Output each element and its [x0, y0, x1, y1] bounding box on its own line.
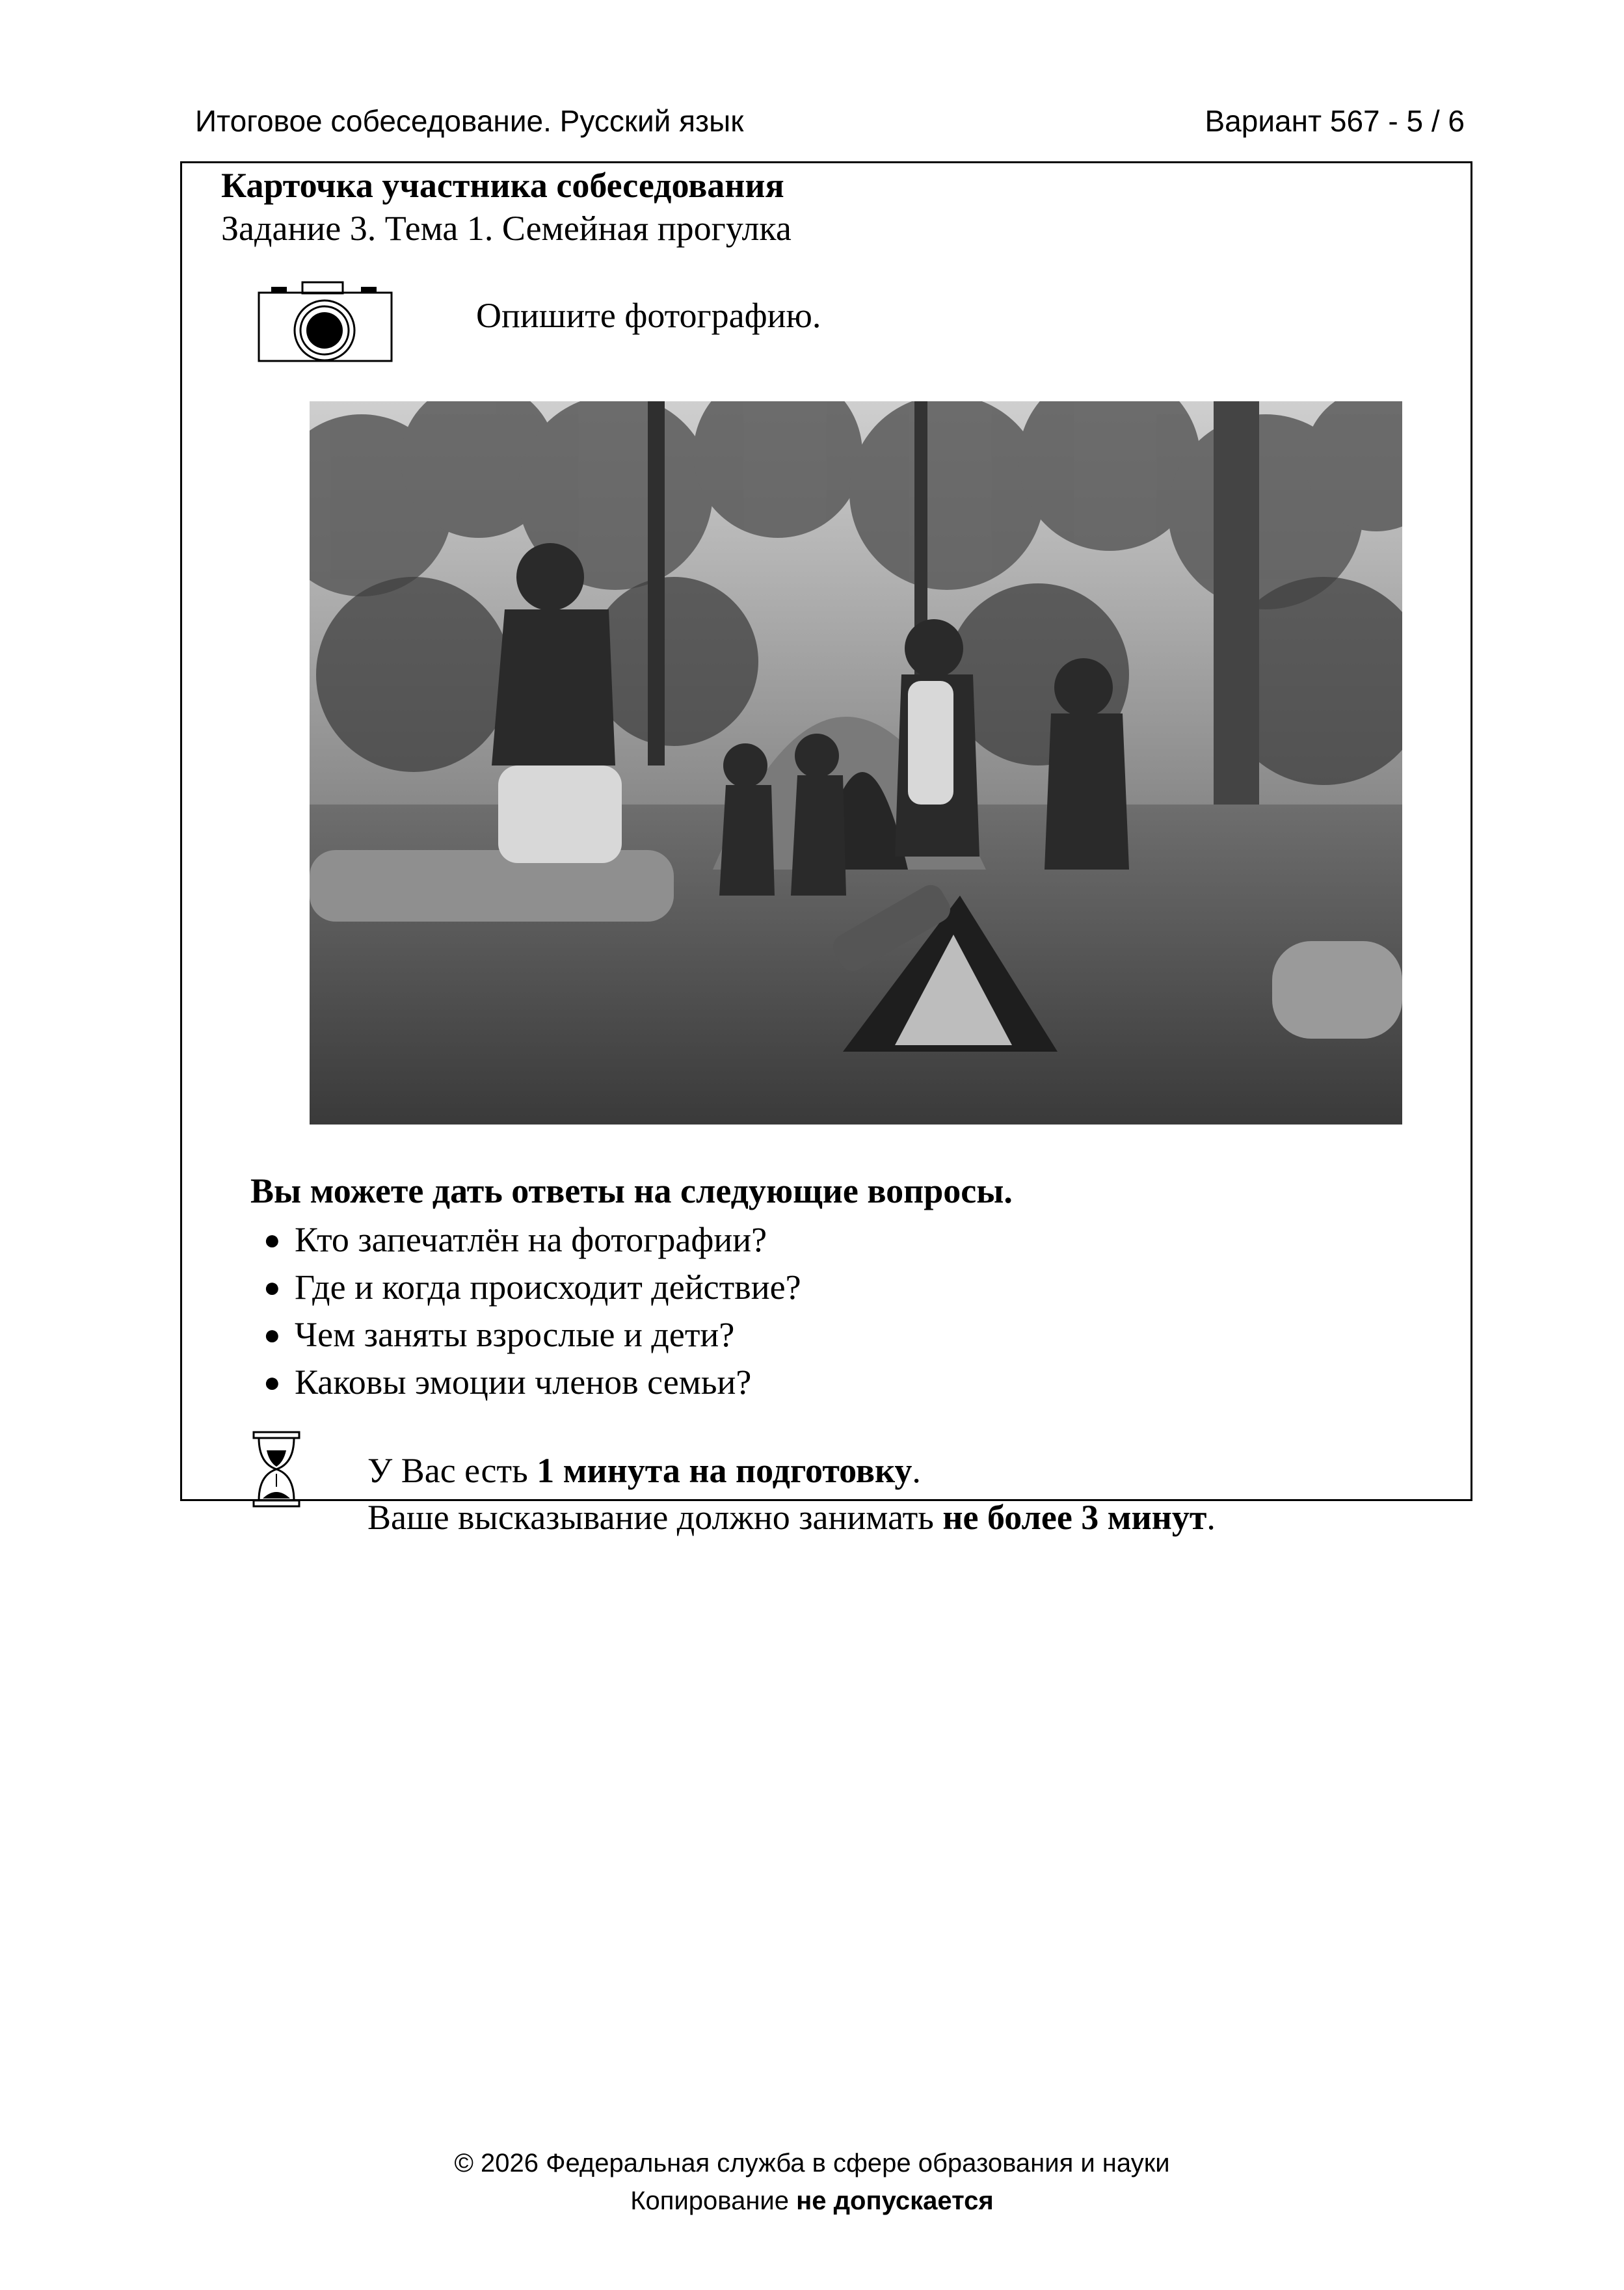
prep-time-value: 1 минута на подготовку: [537, 1451, 912, 1490]
bullet-icon: ●: [263, 1366, 281, 1398]
prep-time-text: [367, 1449, 921, 1492]
footer-copy-notice: [0, 2184, 1624, 2218]
footer-copy-prefix: Копирование: [630, 2187, 797, 2215]
instruction-text: Опишите фотографию.: [476, 296, 821, 335]
bullet-icon: ●: [263, 1319, 281, 1351]
question-item: [263, 1311, 801, 1359]
bullet-icon: ●: [263, 1271, 281, 1303]
question-text: Где и когда происходит действие?: [295, 1268, 801, 1307]
header-variant: Вариант 567 - 5 / 6: [1205, 104, 1465, 138]
header-title: Итоговое собеседование. Русский язык: [195, 104, 744, 138]
footer-copy-bold: не допускается: [796, 2187, 994, 2215]
speech-time-value: не более 3 минут: [942, 1498, 1207, 1537]
card-subtitle: Задание 3. Тема 1. Семейная прогулка: [221, 209, 792, 248]
question-text: Каковы эмоции членов семьи?: [295, 1363, 752, 1402]
question-item: [263, 1216, 801, 1264]
bullet-icon: ●: [263, 1224, 281, 1256]
prep-time-suffix: .: [912, 1451, 921, 1490]
speech-time-suffix: .: [1206, 1498, 1216, 1537]
question-text: Кто запечатлён на фотографии?: [295, 1220, 767, 1259]
family-campfire-photo: [310, 401, 1402, 1125]
hourglass-icon: [252, 1431, 300, 1508]
questions-list: [263, 1216, 801, 1406]
speech-time-prefix: Ваше высказывание должно занимать: [367, 1498, 943, 1537]
question-item: [263, 1359, 801, 1406]
card-title: Карточка участника собеседования: [221, 166, 784, 205]
question-item: [263, 1264, 801, 1311]
questions-heading: Вы можете дать ответы на следующие вопросы.: [250, 1171, 1013, 1210]
question-text: Чем заняты взрослые и дети?: [295, 1315, 735, 1354]
camera-icon: [257, 278, 393, 363]
prep-time-prefix: У Вас есть: [367, 1451, 537, 1490]
footer-copyright: © 2026 Федеральная служба в сфере образования и науки: [454, 2149, 1170, 2177]
speech-time-text: [367, 1496, 1216, 1539]
